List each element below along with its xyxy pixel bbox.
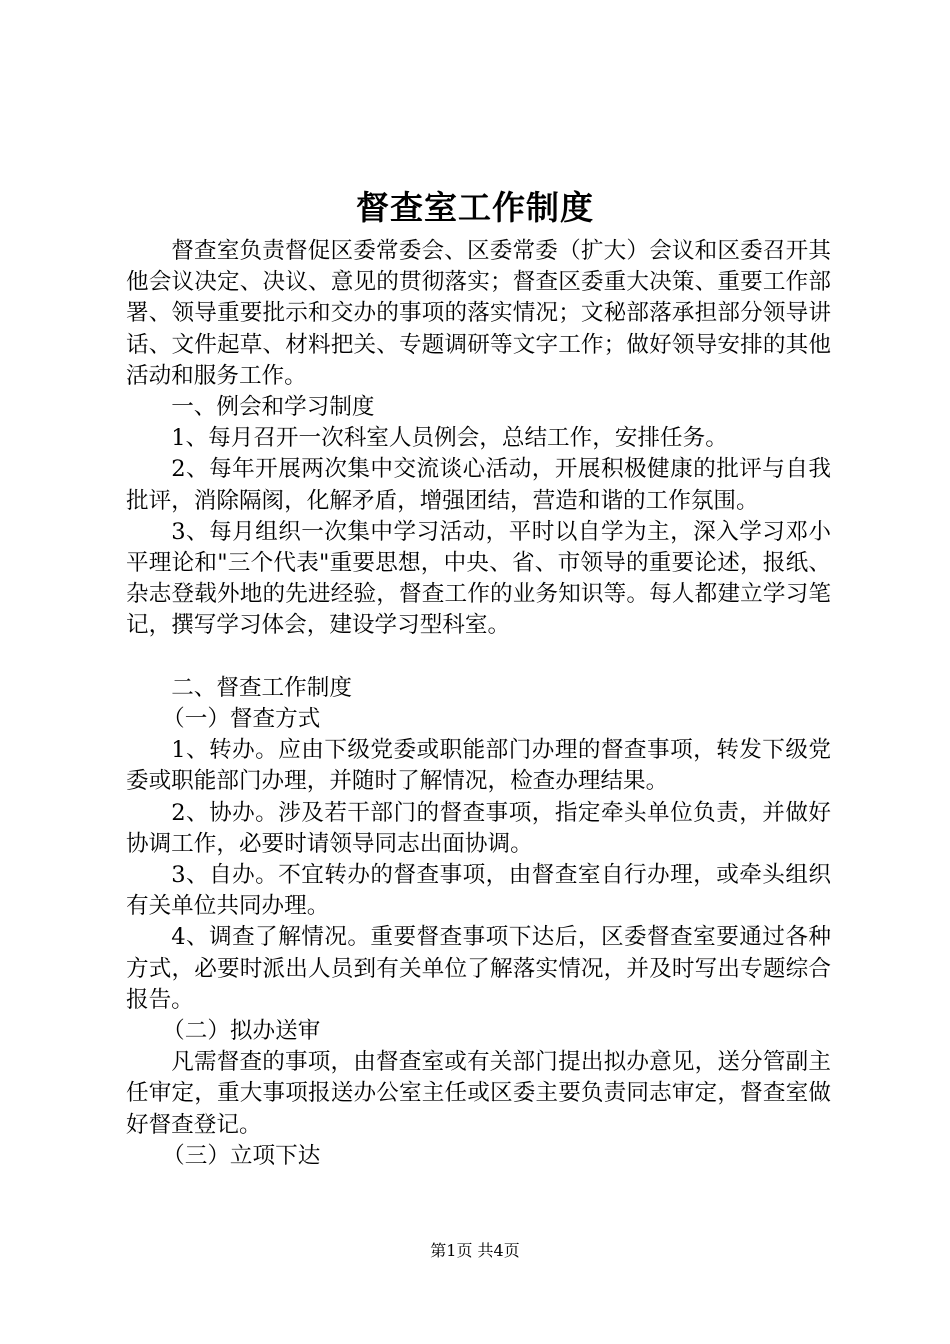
paragraph-transfer: 1、转办。应由下级党委或职能部门办理的督查事项，转发下级党委或职能部门办理，并随时了解情况，检查办理结果。 bbox=[126, 737, 831, 795]
paragraph-item-2: 2、每年开展两次集中交流谈心活动，开展积极健康的批评与自我批评，消除隔阂，化解矛盾，增强团结，营造和谐的工作氛围。 bbox=[126, 456, 831, 514]
paragraph-coordinate: 2、协办。涉及若干部门的督查事项，指定牵头单位负责，并做好协调工作，必要时请领导同志出面协调。 bbox=[126, 799, 831, 857]
subheading-assign: （三）立项下达 bbox=[162, 1142, 321, 1169]
blank-line bbox=[126, 642, 831, 673]
section-heading-meetings: 一、例会和学习制度 bbox=[171, 394, 375, 421]
section-heading-supervision: 二、督查工作制度 bbox=[171, 674, 352, 701]
paragraph-review: 凡需督查的事项，由督查室或有关部门提出拟办意见，送分管副主任审定，重大事项报送办公室主任或区委主要负责同志审定，督查室做好督查登记。 bbox=[126, 1049, 831, 1138]
paragraph-item-1: 1、每月召开一次科室人员例会，总结工作，安排任务。 bbox=[171, 425, 728, 452]
paragraph-item-3: 3、每月组织一次集中学习活动，平时以自学为主，深入学习邓小平理论和"三个代表"重要思想，中央、省、市领导的重要论述，报纸、杂志登载外地的先进经验，督查工作的业务知识等。每人都建立学习笔记，撰写学习体会，建设学习型科室。 bbox=[126, 518, 831, 639]
subheading-review: （二）拟办送审 bbox=[162, 1018, 321, 1045]
paragraph-self-handle: 3、自办。不宜转办的督查事项，由督查室自行办理，或牵头组织有关单位共同办理。 bbox=[126, 862, 831, 920]
paragraph-investigate: 4、调查了解情况。重要督查事项下达后，区委督查室要通过各种方式，必要时派出人员到有关单位了解落实情况，并及时写出专题综合报告。 bbox=[126, 924, 831, 1013]
intro-paragraph: 督查室负责督促区委常委会、区委常委（扩大）会议和区委召开其他会议决定、决议、意见的贯彻落实；督查区委重大决策、重要工作部署、领导重要批示和交办的事项的落实情况；文秘部落承担部分领导讲话、文件起草、材料把关、专题调研等文字工作；做好领导安排的其他活动和服务工作。 bbox=[126, 238, 831, 389]
subheading-methods: （一）督查方式 bbox=[162, 706, 321, 733]
document-body bbox=[126, 236, 831, 1172]
page-number-footer: 第1页 共4页 bbox=[430, 1241, 520, 1260]
document-title: 督查室工作制度 bbox=[356, 188, 594, 227]
